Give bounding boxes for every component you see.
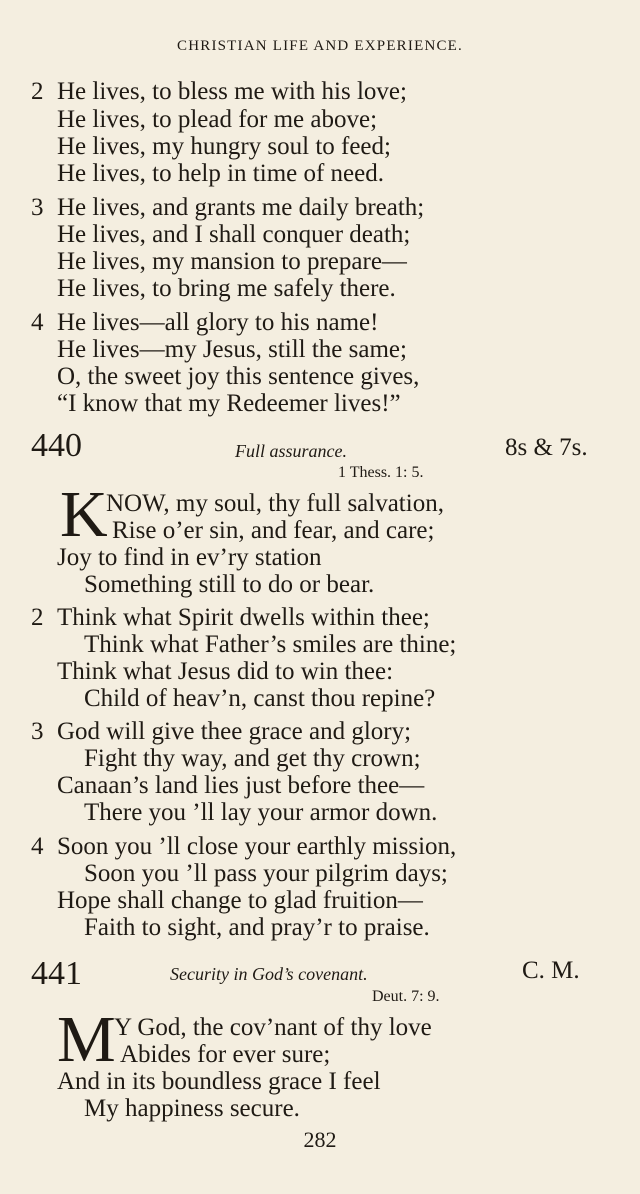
verse-line: He lives—all glory to his name! [57, 309, 379, 336]
page-number: 282 [303, 1127, 337, 1152]
stanza-number: 4 [31, 309, 44, 336]
verse-line: He lives, my mansion to prepare— [57, 248, 407, 275]
hymn-meter: C. M. [522, 957, 580, 984]
drop-cap: M [57, 1003, 116, 1076]
stanza-number: 3 [31, 718, 44, 745]
verse-line: “I know that my Redeemer lives!” [57, 390, 401, 417]
verse-line: Canaan’s land lies just before thee— [57, 772, 425, 799]
verse-line: O, the sweet joy this sentence gives, [57, 363, 420, 390]
verse-line: He lives—my Jesus, still the same; [57, 336, 407, 363]
verse-line: He lives, to bring me safely there. [57, 275, 396, 302]
verse-line: Rise o’er sin, and fear, and care; [112, 517, 435, 544]
verse-line: He lives, and I shall conquer death; [57, 221, 411, 248]
verse-line: Something still to do or bear. [84, 571, 375, 598]
verse-line: Faith to sight, and pray’r to praise. [84, 914, 430, 941]
verse-line: Y God, the cov’nant of thy love [114, 1014, 432, 1041]
verse-line: Abides for ever sure; [120, 1041, 331, 1068]
stanza-number: 3 [31, 194, 44, 221]
stanza-number: 2 [31, 78, 44, 105]
verse-line: God will give thee grace and glory; [57, 718, 412, 745]
verse-line: Child of heav’n, canst thou repine? [84, 685, 436, 712]
stanza-number: 4 [31, 833, 44, 860]
verse-line: He lives, to bless me with his love; [57, 78, 407, 105]
drop-cap: K [60, 478, 108, 551]
verse-line: Hope shall change to glad fruition— [57, 887, 423, 914]
hymn-number: 441 [31, 955, 82, 992]
stanza-number: 2 [31, 604, 44, 631]
verse-line: He lives, to plead for me above; [57, 106, 378, 133]
hymn-title: Full assurance. [235, 441, 347, 461]
verse-line: There you ’ll lay your armor down. [84, 799, 438, 826]
verse-line: Fight thy way, and get thy crown; [84, 745, 421, 772]
verse-line: Think what Jesus did to win thee: [57, 658, 394, 685]
verse-line: He lives, and grants me daily breath; [57, 194, 425, 221]
verse-line: He lives, my hungry soul to feed; [57, 133, 391, 160]
running-head: CHRISTIAN LIFE AND EXPERIENCE. [177, 38, 463, 54]
verse-line: Think what Spirit dwells within thee; [57, 604, 430, 631]
scripture-reference: 1 Thess. 1: 5. [338, 464, 424, 481]
scripture-reference: Deut. 7: 9. [372, 988, 440, 1005]
hymn-meter: 8s & 7s. [505, 434, 588, 461]
verse-line: He lives, to help in time of need. [57, 160, 385, 187]
verse-line: Soon you ’ll pass your pilgrim days; [84, 860, 448, 887]
verse-line: And in its boundless grace I feel [57, 1068, 381, 1095]
verse-line: Joy to find in ev’ry station [57, 544, 322, 571]
verse-line: Soon you ’ll close your earthly mission, [57, 833, 457, 860]
verse-line: My happiness secure. [84, 1095, 300, 1122]
hymn-title: Security in God’s covenant. [170, 964, 368, 984]
verse-line: Think what Father’s smiles are thine; [84, 631, 457, 658]
verse-line: NOW, my soul, thy full salvation, [106, 490, 444, 517]
hymn-number: 440 [31, 427, 82, 464]
